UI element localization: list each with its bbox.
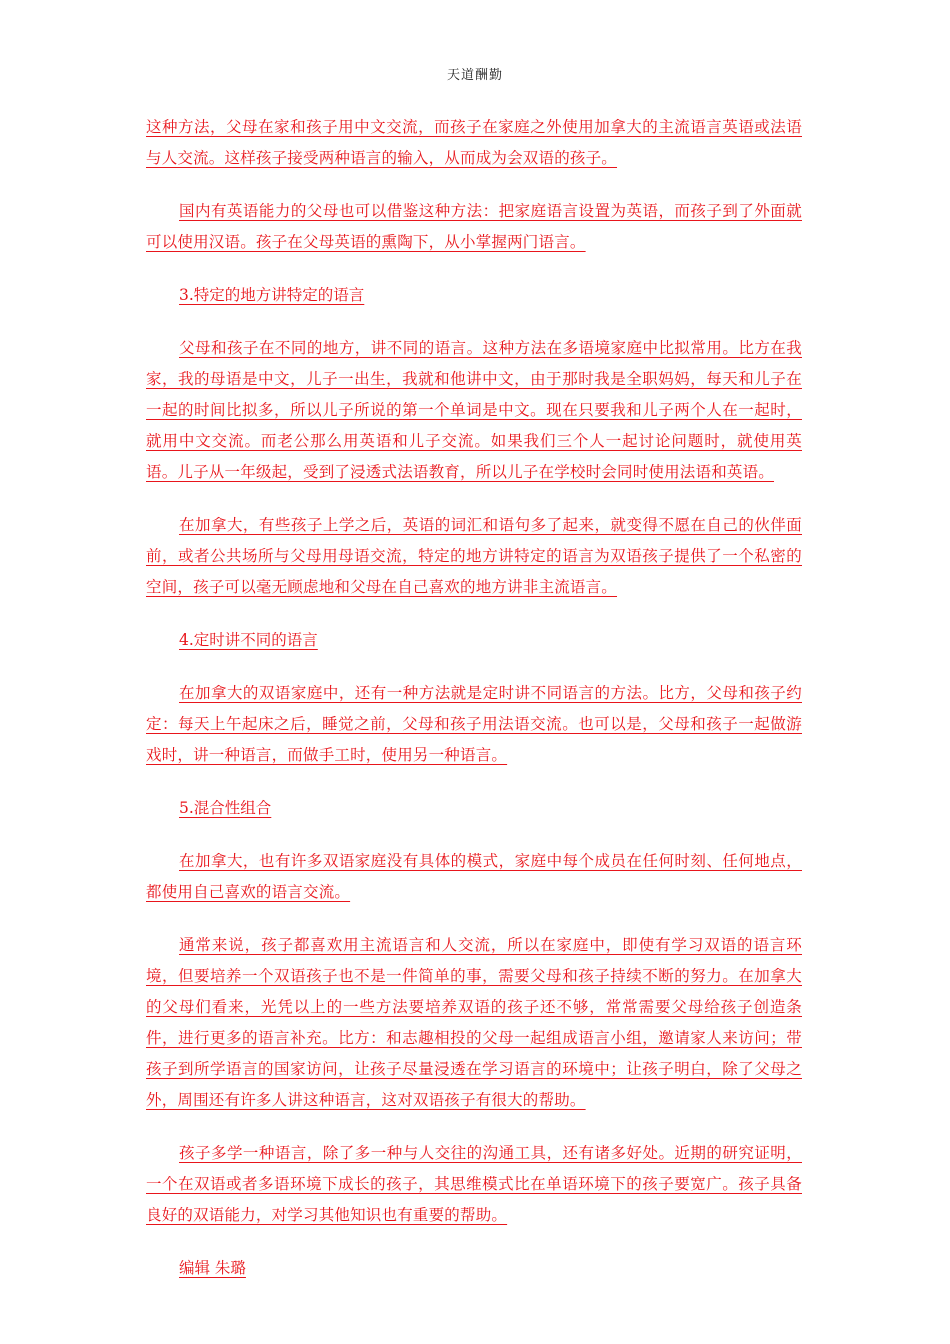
paragraph-2: 父母和孩子在不同的地方，讲不同的语言。这种方法在多语境家庭中比拟常用。比方在我家，我的母语是中文，儿子一出生，我就和他讲中文，由于那时我是全职妈妈，每天和儿子在一起的时间比拟多，所以儿子所说的第一个单词是中文。现在只要我和儿子两个人在一起时，就用中文交流。而老公那么用英语和儿子交流。如果我们三个人一起讨论问题时，就使用英语。儿子从一年级起，受到了浸透式法语教育，所以儿子在学校时会同时使用法语和英语。 [146,339,802,481]
paragraph-7: 孩子多学一种语言，除了多一种与人交往的沟通工具，还有诸多好处。近期的研究证明，一个在双语或者多语环境下成长的孩子，其思维模式比在单语环境下的孩子要宽广。孩子具备良好的双语能力，对学习其他知识也有重要的帮助。 [146,1144,802,1224]
paragraph-5: 在加拿大，也有许多双语家庭没有具体的模式，家庭中每个成员在任何时刻、任何地点，都使用自己喜欢的语言交流。 [146,852,802,901]
paragraph-3: 在加拿大，有些孩子上学之后，英语的词汇和语句多了起来，就变得不愿在自己的伙伴面前，或者公共场所与父母用母语交流，特定的地方讲特定的语言为双语孩子提供了一个私密的空间，孩子可以毫无顾虑地和父母在自己喜欢的地方讲非主流语言。 [146,516,802,596]
page-header: 天道酬勤 [446,68,503,83]
article-body [146,112,802,1306]
section-heading-3: 3.特定的地方讲特定的语言 [179,286,365,304]
paragraph-4: 在加拿大的双语家庭中，还有一种方法就是定时讲不同语言的方法。比方，父母和孩子约定：每天上午起床之后，睡觉之前，父母和孩子用法语交流。也可以是，父母和孩子一起做游戏时，讲一种语言，而做手工时，使用另一种语言。 [146,684,802,764]
section-heading-4: 4.定时讲不同的语言 [179,631,318,649]
section-heading-5: 5.混合性组合 [179,799,272,817]
editor-credit: 编辑 朱璐 [179,1259,246,1277]
paragraph-6: 通常来说，孩子都喜欢用主流语言和人交流，所以在家庭中，即使有学习双语的语言环境，但要培养一个双语孩子也不是一件简单的事，需要父母和孩子持续不断的努力。在加拿大的父母们看来，光凭以上的一些方法要培养双语的孩子还不够，常常需要父母给孩子创造条件，进行更多的语言补充。比方：和志趣相投的父母一起组成语言小组，邀请家人来访问；带孩子到所学语言的国家访问，让孩子尽量浸透在学习语言的环境中；让孩子明白，除了父母之外，周围还有许多人讲这种语言，这对双语孩子有很大的帮助。 [146,936,802,1109]
paragraph-0: 这种方法，父母在家和孩子用中文交流，而孩子在家庭之外使用加拿大的主流语言英语或法语与人交流。这样孩子接受两种语言的输入，从而成为会双语的孩子。 [146,118,802,167]
paragraph-1: 国内有英语能力的父母也可以借鉴这种方法：把家庭语言设置为英语，而孩子到了外面就可以使用汉语。孩子在父母英语的熏陶下，从小掌握两门语言。 [146,202,802,251]
